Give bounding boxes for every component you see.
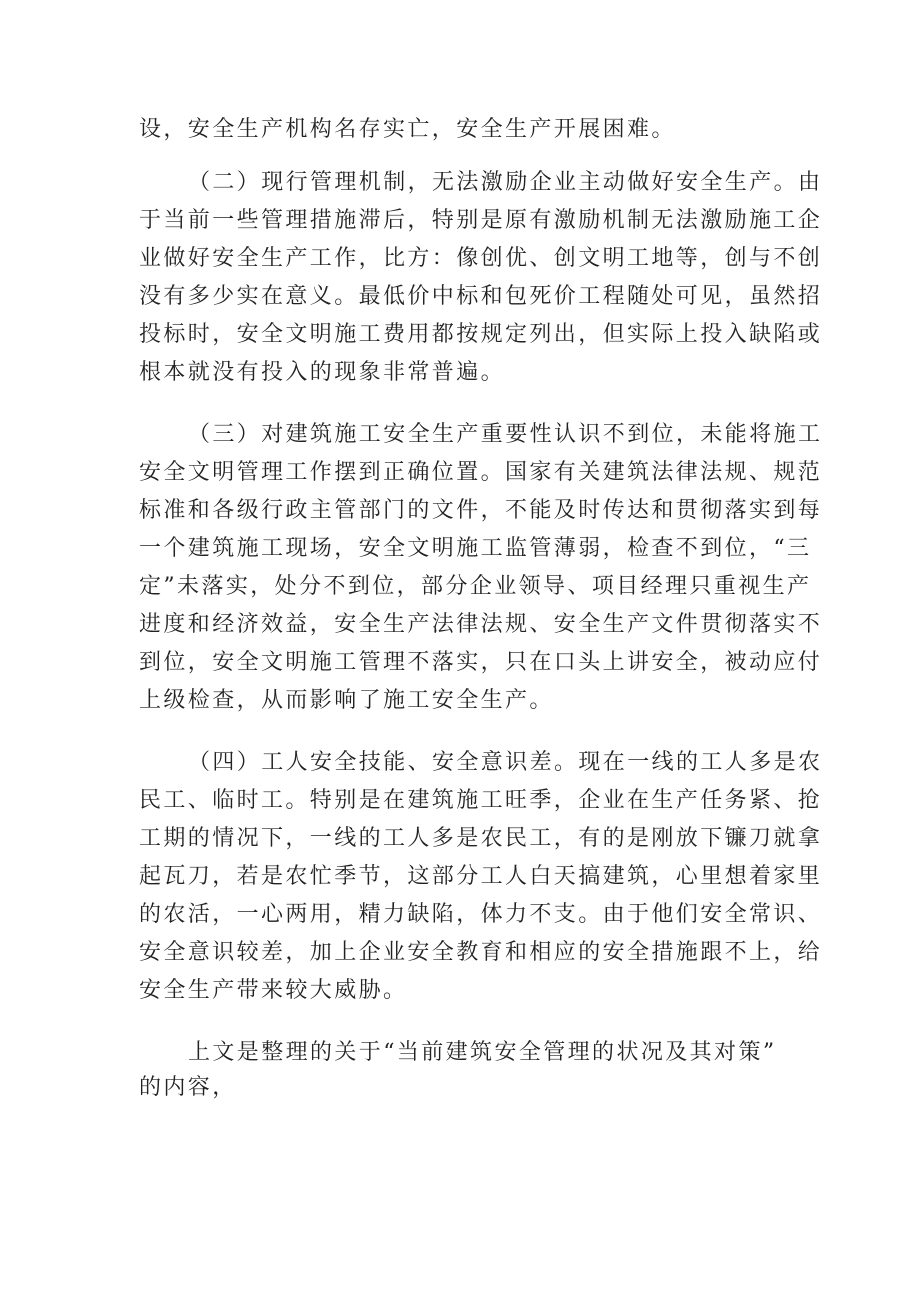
text-line: 没有多少实在意义。最低价中标和包死价工程随处可见，虽然招 (139, 284, 823, 309)
text-line: 于当前一些管理措施滞后，特别是原有激励机制无法激励施工企 (139, 208, 823, 233)
paragraph-heading-line: （三）对建筑施工安全生产重要性认识不到位，未能将施工 (188, 422, 823, 447)
text-line: 工期的情况下，一线的工人多是农民工，有的是刚放下镰刀就拿 (139, 826, 823, 851)
text-line: 安全意识较差，加上企业安全教育和相应的安全措施跟不上，给 (139, 940, 823, 965)
text-line: 安全生产带来较大威胁。 (139, 978, 408, 1003)
text-line: 安全文明管理工作摆到正确位置。国家有关建筑法律法规、规范 (139, 460, 823, 485)
text-line: 一个建筑施工现场，安全文明施工监管薄弱，检查不到位，“三 (139, 536, 812, 561)
paragraph-heading-line: （四）工人安全技能、安全意识差。现在一线的工人多是农 (188, 750, 823, 775)
text-line: 标准和各级行政主管部门的文件，不能及时传达和贯彻落实到每 (139, 498, 823, 523)
text-line: 的农活，一心两用，精力缺陷，体力不支。由于他们安全常识、 (139, 902, 823, 927)
text-line: 业做好安全生产工作，比方：像创优、创文明工地等，创与不创 (139, 246, 823, 271)
text-line: 上级检查，从而影响了施工安全生产。 (139, 688, 554, 713)
text-line: 到位，安全文明施工管理不落实，只在口头上讲安全，被动应付 (139, 650, 823, 675)
text-line: 投标时，安全文明施工费用都按规定列出，但实际上投入缺陷或 (139, 322, 823, 347)
text-line: 民工、临时工。特别是在建筑施工旺季，企业在生产任务紧、抢 (139, 788, 823, 813)
closing-text-line: 的内容， (139, 1075, 237, 1100)
text-line: 进度和经济效益，安全生产法律法规、安全生产文件贯彻落实不 (139, 612, 823, 637)
text-line: 起瓦刀，若是农忙季节，这部分工人白天搞建筑，心里想着家里 (139, 864, 823, 889)
text-line: 定”未落实，处分不到位，部分企业领导、项目经理只重视生产 (139, 574, 812, 599)
text-line: 根本就没有投入的现象非常普遍。 (139, 360, 506, 385)
paragraph-heading-line: （二）现行管理机制，无法激励企业主动做好安全生产。由 (188, 170, 823, 195)
text-line: 设，安全生产机构名存实亡，安全生产开展困难。 (139, 117, 676, 142)
closing-text-line: 上文是整理的关于“当前建筑安全管理的状况及其对策” (188, 1040, 777, 1065)
